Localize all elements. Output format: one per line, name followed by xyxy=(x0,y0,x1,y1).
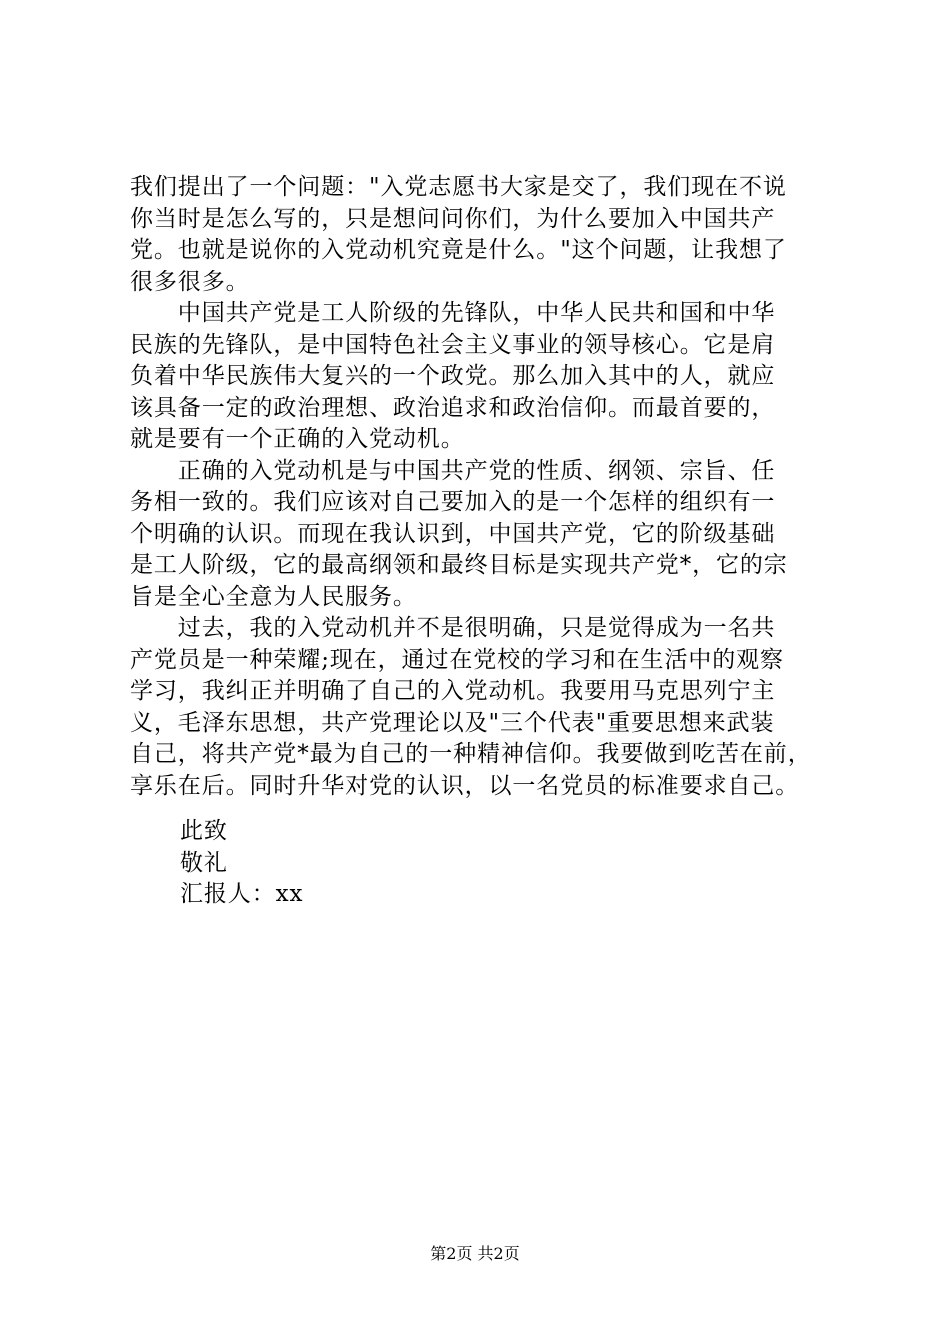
page-footer: 第2页 共2页 xyxy=(430,1244,520,1263)
body-line: 你当时是怎么写的，只是想问问你们，为什么要加入中国共产 xyxy=(130,205,776,232)
body-line: 就是要有一个正确的入党动机。 xyxy=(130,426,465,452)
body-line: 党。也就是说你的入党动机究竟是什么。"这个问题，让我想了 xyxy=(130,237,787,263)
body-line: 中国共产党是工人阶级的先锋队，中华人民共和国和中华 xyxy=(130,300,776,326)
body-line: 该具备一定的政治理想、政治追求和政治信仰。而最首要的， xyxy=(130,394,776,421)
body-line: 个明确的认识。而现在我认识到，中国共产党，它的阶级基础 xyxy=(130,520,776,547)
regards-text: 敬礼 xyxy=(180,849,228,876)
body-line: 义，毛泽东思想，共产党理论以及"三个代表"重要思想来武装 xyxy=(130,709,775,736)
body-line: 很多很多。 xyxy=(130,268,250,295)
letter-closing xyxy=(180,816,303,911)
reporter-signature: 汇报人：xx xyxy=(180,881,304,907)
body-line: 旨是全心全意为人民服务。 xyxy=(130,583,417,610)
report-body xyxy=(130,172,850,802)
body-line: 享乐在后。同时升华对党的认识，以一名党员的标准要求自己。 xyxy=(130,772,800,799)
body-line: 自己，将共产党*最为自己的一种精神信仰。我要做到吃苦在前， xyxy=(130,741,812,767)
body-line: 我们提出了一个问题："入党志愿书大家是交了，我们现在不说 xyxy=(130,174,787,200)
body-line: 务相一致的。我们应该对自己要加入的是一个怎样的组织有一 xyxy=(130,489,776,515)
body-line: 是工人阶级，它的最高纲领和最终目标是实现共产党*，它的宗 xyxy=(130,552,788,578)
body-line: 产党员是一种荣耀;现在，通过在党校的学习和在生活中的观察 xyxy=(130,646,784,673)
body-line: 学习，我纠正并明确了自己的入党动机。我要用马克思列宁主 xyxy=(130,678,776,704)
body-line: 过去，我的入党动机并不是很明确，只是觉得成为一名共 xyxy=(130,615,776,641)
body-line: 负着中华民族伟大复兴的一个政党。那么加入其中的人，就应 xyxy=(130,363,776,389)
body-line: 正确的入党动机是与中国共产党的性质、纲领、宗旨、任 xyxy=(130,457,776,484)
body-line: 民族的先锋队，是中国特色社会主义事业的领导核心。它是肩 xyxy=(130,331,776,358)
salutation-text: 此致 xyxy=(180,818,228,844)
